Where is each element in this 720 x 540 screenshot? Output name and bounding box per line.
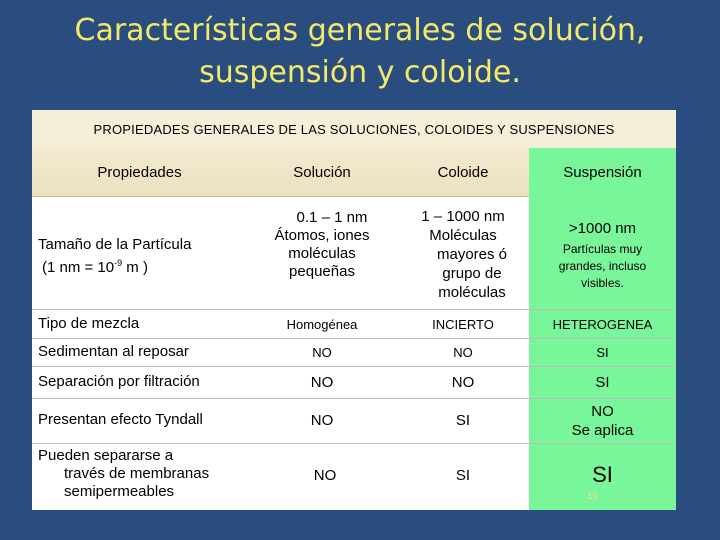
- particle-size-line-2: [38, 254, 243, 277]
- row-particle-size-label: [38, 236, 243, 277]
- row-divider: [32, 366, 676, 367]
- membrane-label-line-3: semipermeables: [64, 483, 175, 500]
- row-filtration-suspension: SI: [595, 373, 610, 391]
- colloid-size-line-5: moléculas: [438, 283, 506, 301]
- row-membrane-colloid: SI: [455, 466, 471, 484]
- row-filtration-label: Separación por filtración: [38, 373, 200, 390]
- row-divider: [32, 309, 676, 310]
- solution-size-line-2: Átomos, iones: [274, 227, 370, 244]
- row-tyndall-label: Presentan efecto Tyndall: [38, 411, 203, 428]
- particle-size-line-1: Tamaño de la Partícula: [38, 236, 192, 253]
- row-particle-size-colloid: [397, 206, 529, 302]
- colloid-size-range: 1 – 1000 nm: [421, 207, 505, 225]
- tyndall-suspension-line-2: Se aplica: [571, 422, 634, 439]
- colloid-size-line-2: Moléculas: [429, 226, 497, 244]
- header-solution: Solución: [293, 163, 351, 181]
- solution-size-line-4: pequeñas: [289, 263, 355, 280]
- header-properties: Propiedades: [97, 163, 182, 181]
- header-suspension: Suspensión: [563, 163, 642, 181]
- row-mixture-type-suspension: HETEROGENEA: [552, 316, 653, 332]
- row-particle-size-suspension: [529, 218, 676, 294]
- solution-size-range: 0.1 – 1 nm: [296, 209, 368, 226]
- row-tyndall-colloid: SI: [455, 411, 471, 429]
- row-sediment-label: Sedimentan al reposar: [38, 343, 189, 360]
- properties-table: [32, 110, 676, 510]
- suspension-size-line-3: grandes, incluso: [558, 259, 647, 273]
- suspension-size-line-2: Partículas muy: [562, 242, 643, 256]
- suspension-size-range: >1000 nm: [568, 220, 637, 237]
- suspension-size-line-4: visibles.: [581, 276, 624, 290]
- row-mixture-type-colloid: INCIERTO: [432, 316, 494, 332]
- row-membrane-suspension: SI: [592, 462, 613, 487]
- solution-size-line-3: moléculas: [288, 245, 356, 262]
- row-mixture-type-solution: Homogénea: [286, 316, 358, 332]
- row-mixture-type-label: Tipo de mezcla: [38, 315, 140, 332]
- slide-title: [0, 10, 720, 94]
- row-sediment-colloid: NO: [453, 344, 473, 360]
- title-line-1: Características generales de solución,: [74, 13, 646, 48]
- row-sediment-solution: NO: [312, 344, 332, 360]
- title-line-2: suspensión y coloide.: [199, 55, 521, 90]
- row-divider: [32, 338, 676, 339]
- tyndall-suspension-line-1: NO: [591, 403, 614, 420]
- row-membrane-label: [38, 447, 243, 501]
- row-filtration-colloid: NO: [451, 373, 475, 391]
- header-colloid: Coloide: [437, 163, 489, 181]
- membrane-label-line-2: través de membranas: [64, 465, 210, 482]
- table-banner: PROPIEDADES GENERALES DE LAS SOLUCIONES, COLOIDES Y SUSPENSIONES: [93, 121, 615, 137]
- particle-size-unit-end: m ): [122, 259, 148, 276]
- row-tyndall-suspension: [529, 402, 676, 440]
- colloid-size-line-4: grupo de: [442, 264, 502, 282]
- row-filtration-solution: NO: [310, 373, 334, 391]
- row-membrane-solution: NO: [313, 466, 337, 484]
- row-divider: [32, 398, 676, 399]
- membrane-label-line-1: Pueden separarse a: [38, 447, 174, 464]
- row-sediment-suspension: SI: [596, 344, 609, 360]
- row-particle-size-solution: [247, 206, 397, 284]
- row-tyndall-solution: NO: [310, 411, 334, 429]
- particle-size-exponent: -9: [114, 258, 123, 268]
- page-number: 10: [587, 491, 599, 502]
- particle-size-unit: (1 nm = 10: [42, 259, 115, 276]
- colloid-size-line-3: mayores ó: [436, 245, 508, 263]
- row-divider: [32, 443, 676, 444]
